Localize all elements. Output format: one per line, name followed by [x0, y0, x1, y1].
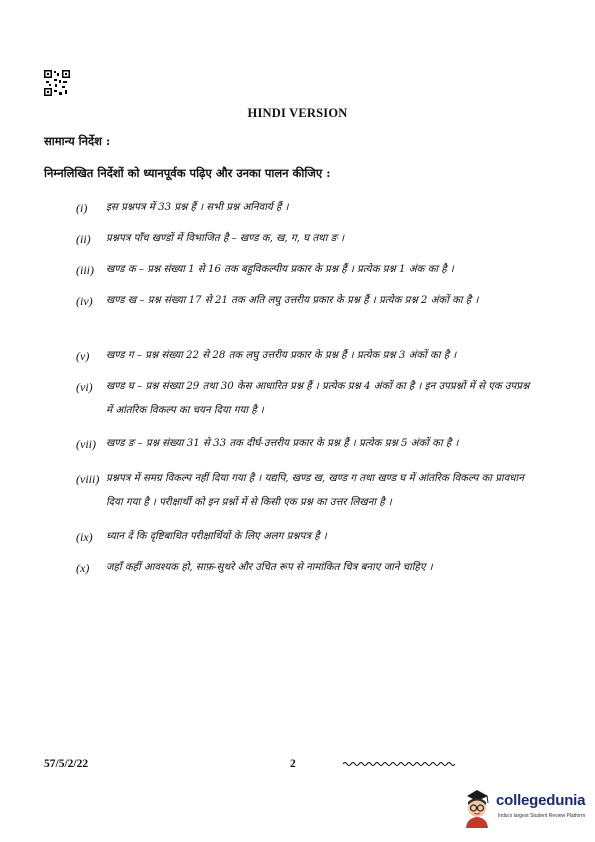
- item-text: प्रश्नपत्र में समग्र विकल्प नहीं दिया गया है । यद्यपि, खण्ड ख, खण्ड ग तथा खण्ड घ में आंतरिक विकल्प का प्रावधान दिया गया है । परीक्षार्थी को इन प्रश्नों में से किसी एक प्रश्न का उत्तर लिखना है ।: [106, 473, 524, 508]
- instruction-item: [76, 525, 536, 549]
- wavy-line-icon: [343, 760, 455, 768]
- item-text: खण्ड ख – प्रश्न संख्या 17 से 21 तक अति लघु उत्तरीय प्रकार के प्रश्न हैं । प्रत्येक प्रश्न 2 अंकों का है ।: [106, 295, 479, 306]
- qr-code: [44, 70, 70, 96]
- item-number: (ix): [76, 530, 93, 544]
- item-number: (vi): [76, 380, 93, 394]
- item-text: खण्ड क – प्रश्न संख्या 1 से 16 तक बहुविकल्पीय प्रकार के प्रश्न हैं । प्रत्येक प्रश्न 1 अंक का है ।: [106, 264, 454, 275]
- item-text: जहाँ कहीं आवश्यक हो, साफ़-सुथरे और उचित रूप से नामांकित चित्र बनाए जाने चाहिए ।: [106, 562, 433, 573]
- instruction-item: [76, 432, 536, 456]
- instruction-item: [76, 344, 536, 368]
- instruction-item: [76, 227, 536, 251]
- instruction-item: [76, 196, 536, 220]
- item-text: खण्ड ङ – प्रश्न संख्या 31 से 33 तक दीर्घ-उत्तरीय प्रकार के प्रश्न हैं । प्रत्येक प्रश्न 5 अंकों का है ।: [106, 438, 459, 449]
- instruction-item: [76, 375, 536, 423]
- item-text: खण्ड ग – प्रश्न संख्या 22 से 28 तक लघु उत्तरीय प्रकार के प्रश्न हैं । प्रत्येक प्रश्न 3 अंकों का है ।: [106, 350, 457, 361]
- item-text: खण्ड घ – प्रश्न संख्या 29 तथा 30 केस आधारित प्रश्न हैं । प्रत्येक प्रश्न 4 अंकों का है । इन उपप्रश्नों में से एक उपप्रश्न में आंतरिक विकल्प का चयन दिया गया है ।: [106, 381, 530, 416]
- item-number: (x): [76, 561, 90, 575]
- page-number: 2: [290, 758, 296, 770]
- page-title: HINDI VERSION: [247, 106, 348, 120]
- item-text: इस प्रश्नपत्र में 33 प्रश्न हैं । सभी प्रश्न अनिवार्य हैं ।: [106, 202, 289, 213]
- item-number: (iii): [76, 263, 94, 277]
- item-text: प्रश्नपत्र पाँच खण्डों में विभाजित है – खण्ड क, ख, ग, घ तथा ङ ।: [106, 233, 345, 244]
- brand-name: collegedunia: [496, 792, 586, 809]
- item-number: (v): [76, 349, 90, 363]
- mascot-logo-icon: [460, 786, 494, 828]
- instruction-item: [76, 258, 536, 282]
- item-number: (viii): [76, 472, 100, 486]
- instruction-item: [76, 467, 536, 515]
- brand-watermark: [456, 784, 586, 834]
- instructions-intro: निम्नलिखित निर्देशों को ध्यानपूर्वक पढ़िए और उनका पालन कीजिए :: [44, 166, 331, 180]
- paper-code: 57/5/2/22: [44, 758, 89, 770]
- instruction-item: [76, 289, 536, 313]
- item-number: (iv): [76, 294, 93, 308]
- item-number: (vii): [76, 437, 96, 451]
- item-number: (ii): [76, 232, 91, 246]
- instruction-item: [76, 556, 536, 580]
- brand-tagline: India's largest Student Review Platform: [498, 813, 586, 819]
- item-text: ध्यान दें कि दृष्टिबाधित परीक्षार्थियों के लिए अलग प्रश्नपत्र है ।: [106, 531, 327, 542]
- item-number: (i): [76, 201, 88, 215]
- general-instructions-heading: सामान्य निर्देश :: [44, 134, 111, 148]
